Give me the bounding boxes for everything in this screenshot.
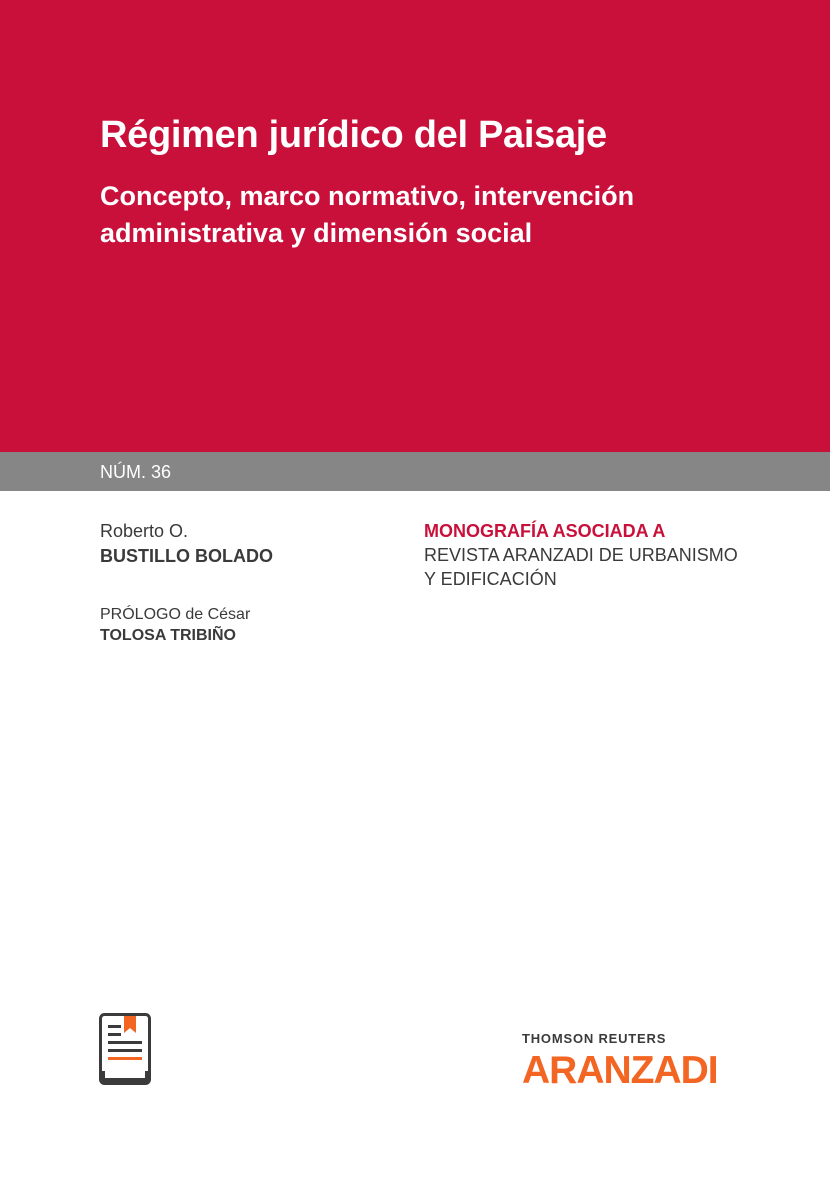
prologue-block [100, 605, 250, 647]
monograph-heading: MONOGRAFÍA ASOCIADA A [424, 521, 666, 541]
author-first-name: Roberto O. [100, 521, 189, 541]
monograph-journal-line1: REVISTA ARANZADI DE URBANISMO [424, 545, 738, 565]
author-block [100, 519, 273, 569]
publisher-parent-name: THOMSON REUTERS [522, 1031, 667, 1046]
prologue-author: TOLOSA TRIBIÑO [100, 627, 236, 644]
monograph-journal-line2: Y EDIFICACIÓN [424, 569, 557, 589]
prologue-label: PRÓLOGO de César [100, 606, 251, 623]
monograph-block [424, 519, 804, 591]
publisher-brand-name: ARANZADI [522, 1049, 718, 1092]
ebook-icon [99, 1013, 151, 1085]
book-subtitle: Concepto, marco normativo, intervención administrativa y dimensión social [100, 181, 635, 248]
publisher-logo [522, 1030, 742, 1092]
author-last-name: BUSTILLO BOLADO [100, 546, 273, 566]
series-number: NÚM. 36 [100, 462, 172, 482]
book-title: Régimen jurídico del Paisaje [100, 114, 607, 156]
